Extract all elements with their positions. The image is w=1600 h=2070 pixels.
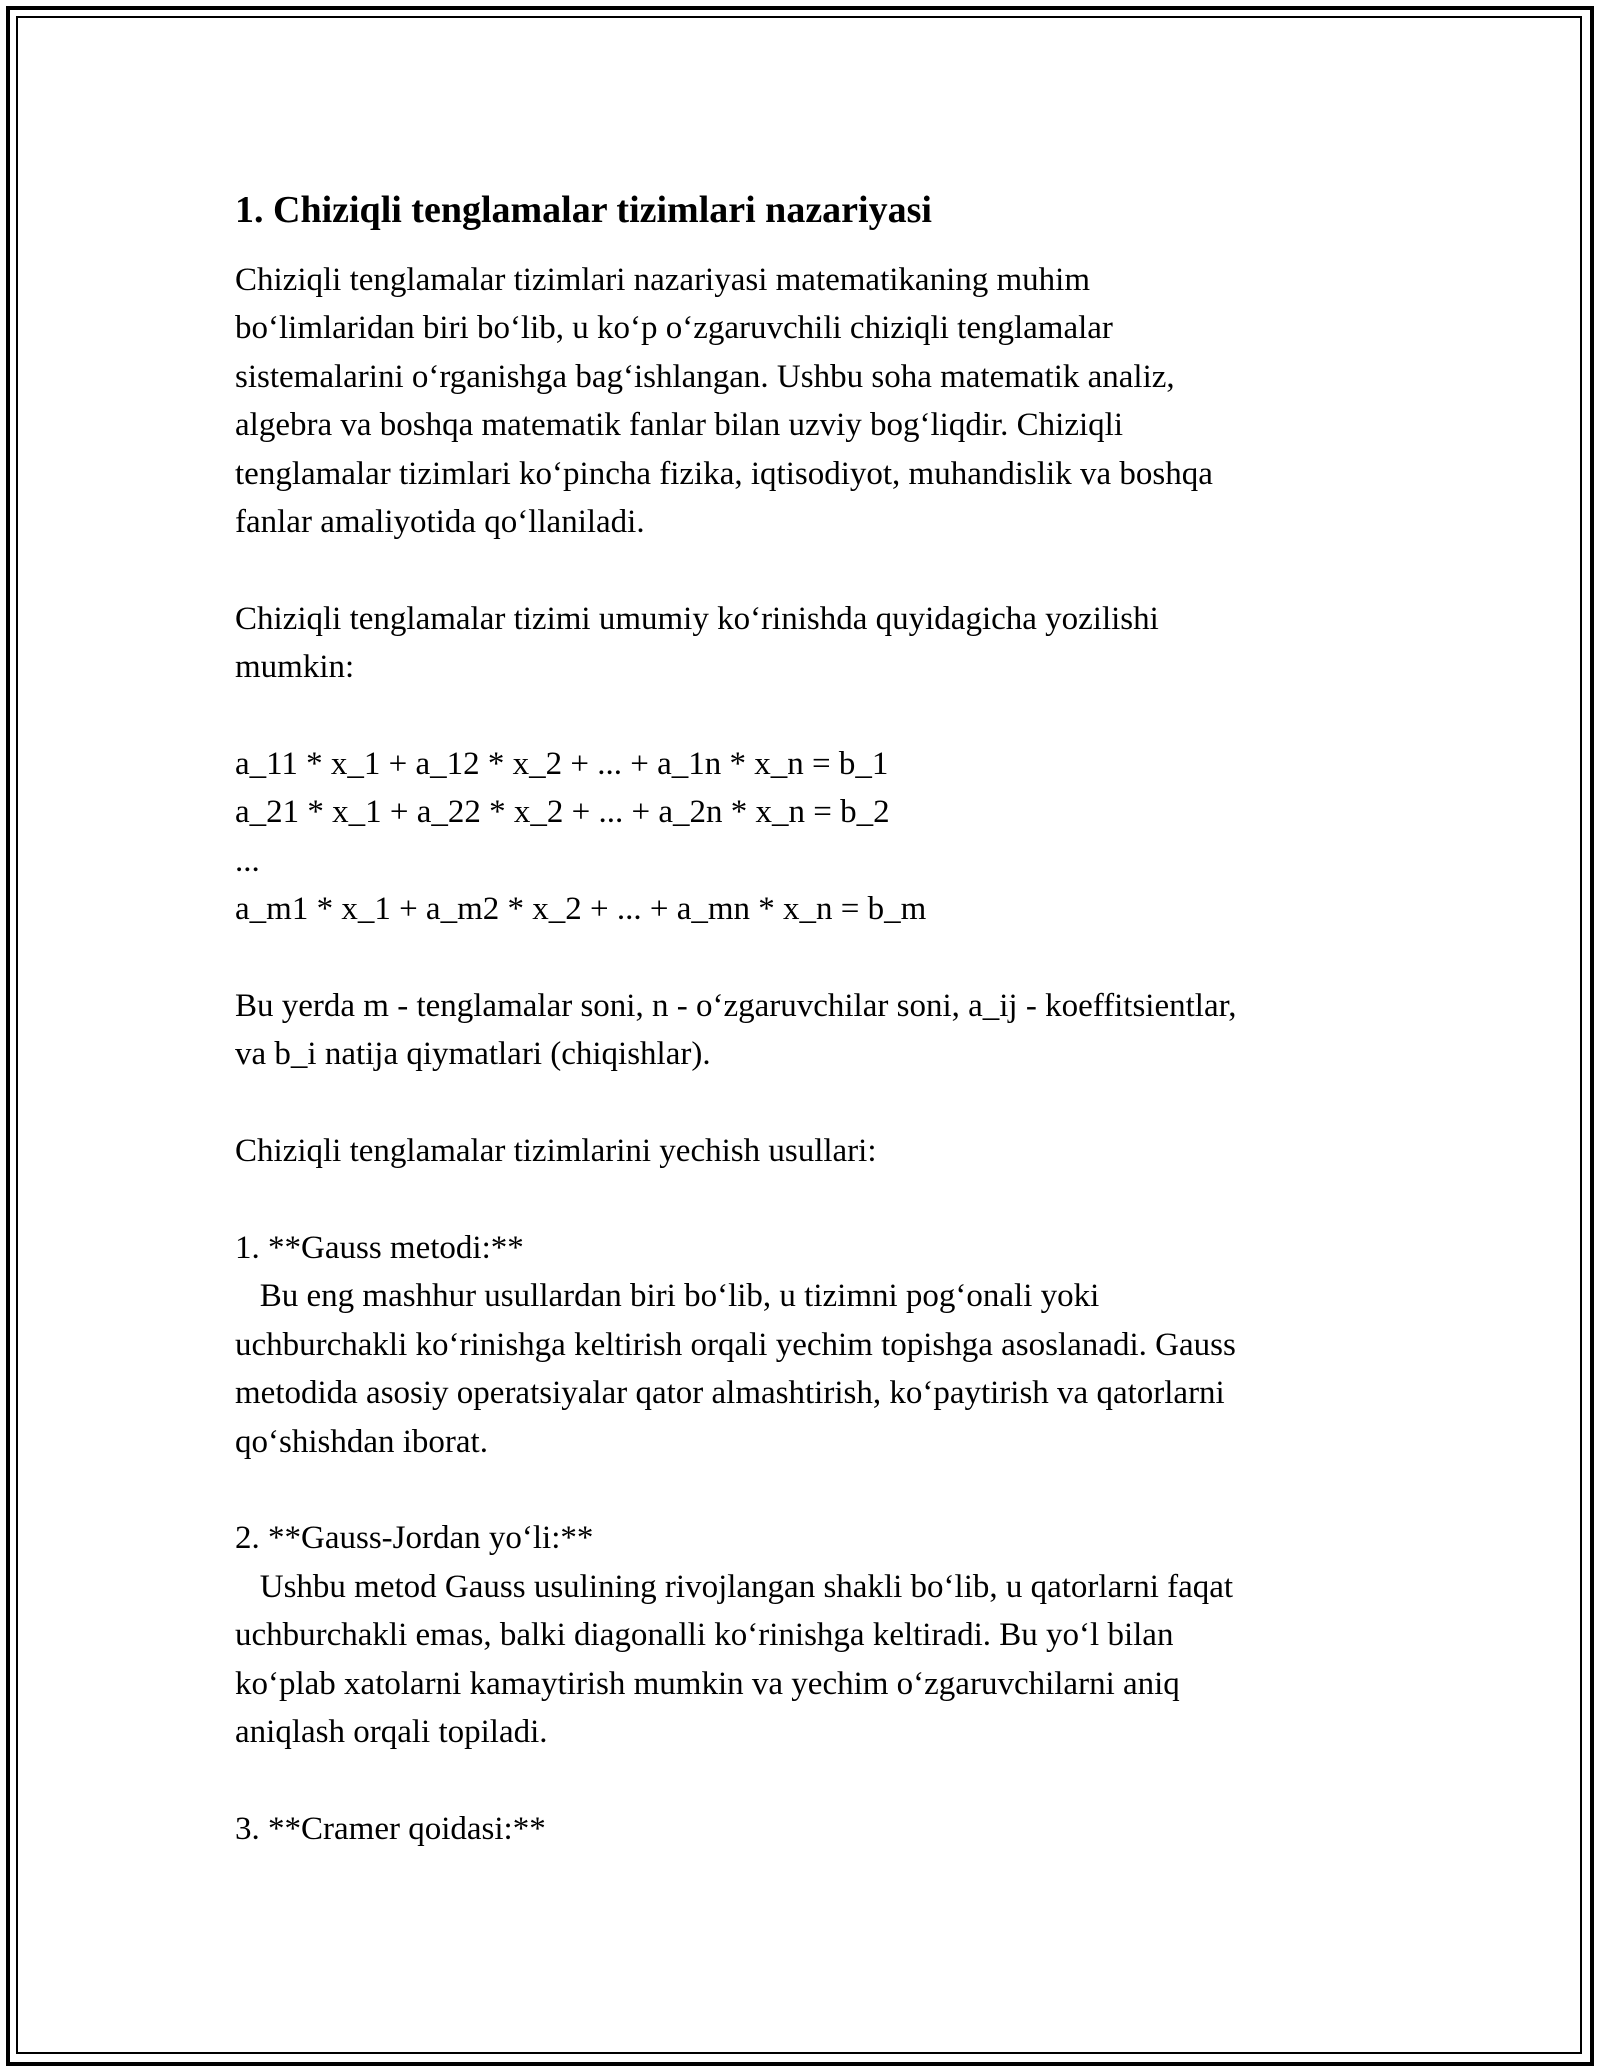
equation-system: a_11 * x_1 + a_12 * x_2 + ... + a_1n * x_n = b_1 a_21 * x_1 + a_22 * x_2 + ... + a_2n * x_n = b_2 ... a_m1 * x_1 + a_m2 * x_2 + ... + a_mn * x_n = b_m [235, 746, 927, 928]
method-gauss-jordan: 2. **Gauss-Jordan yo‘li:** Ushbu metod Gauss usulining rivojlangan shakli bo‘lib, u qatorlarni faqat uchburchakli emas, balki diagonalli ko‘rinishga keltiradi. Bu yo‘l bilan ko‘plab xatolarni kamaytirish mumkin va yechim o‘zgaruvchilarni aniq aniqlash orqali topiladi. [235, 1520, 1234, 1751]
method-gauss: 1. **Gauss metodi:** Bu eng mashhur usullardan biri bo‘lib, u tizimni pog‘onali yoki uchburchakli ko‘rinishga keltirish orqali yechim topishga asoslanadi. Gauss metodida asosiy operatsiyalar qator almashtirish, ko‘paytirish va qatorlarni qo‘shishdan iborat. [235, 1230, 1236, 1460]
general-form-paragraph: Chiziqli tenglamalar tizimi umumiy ko‘rinishda quyidagicha yozilishi mumkin: [235, 600, 1159, 686]
paragraph-gap [235, 692, 1365, 740]
paragraph-gap [235, 1176, 1365, 1224]
paragraph-gap [235, 1757, 1365, 1805]
document-body [235, 186, 1365, 1853]
paragraph-gap [235, 1466, 1365, 1514]
notation-paragraph: Bu yerda m - tenglamalar soni, n - o‘zgaruvchilar soni, a_ij - koeffitsientlar, va b_i natija qiymatlari (chiqishlar). [235, 988, 1237, 1073]
methods-intro: Chiziqli tenglamalar tizimlarini yechish usullari: [235, 1133, 877, 1170]
section-heading: 1. Chiziqli tenglamalar tizimlari nazariyasi [235, 189, 932, 231]
intro-paragraph: Chiziqli tenglamalar tizimlari nazariyasi matematikaning muhim bo‘limlaridan biri bo‘lib, u ko‘p o‘zgaruvchili chiziqli tenglamalar sistemalarini o‘rganishga bag‘ishlangan. Ushbu soha matematik analiz, algebra va boshqa matematik fanlar bilan uzviy bog‘liqdir. Chiziqli tenglamalar tizimlari ko‘pincha fizika, iqtisodiyot, muhandislik va boshqa fanlar amaliyotida qo‘llaniladi. [235, 262, 1213, 541]
paragraph-gap [235, 1079, 1365, 1127]
method-cramer: 3. **Cramer qoidasi:** [235, 1810, 546, 1847]
paragraph-gap [235, 546, 1365, 594]
paragraph-gap [235, 934, 1365, 982]
